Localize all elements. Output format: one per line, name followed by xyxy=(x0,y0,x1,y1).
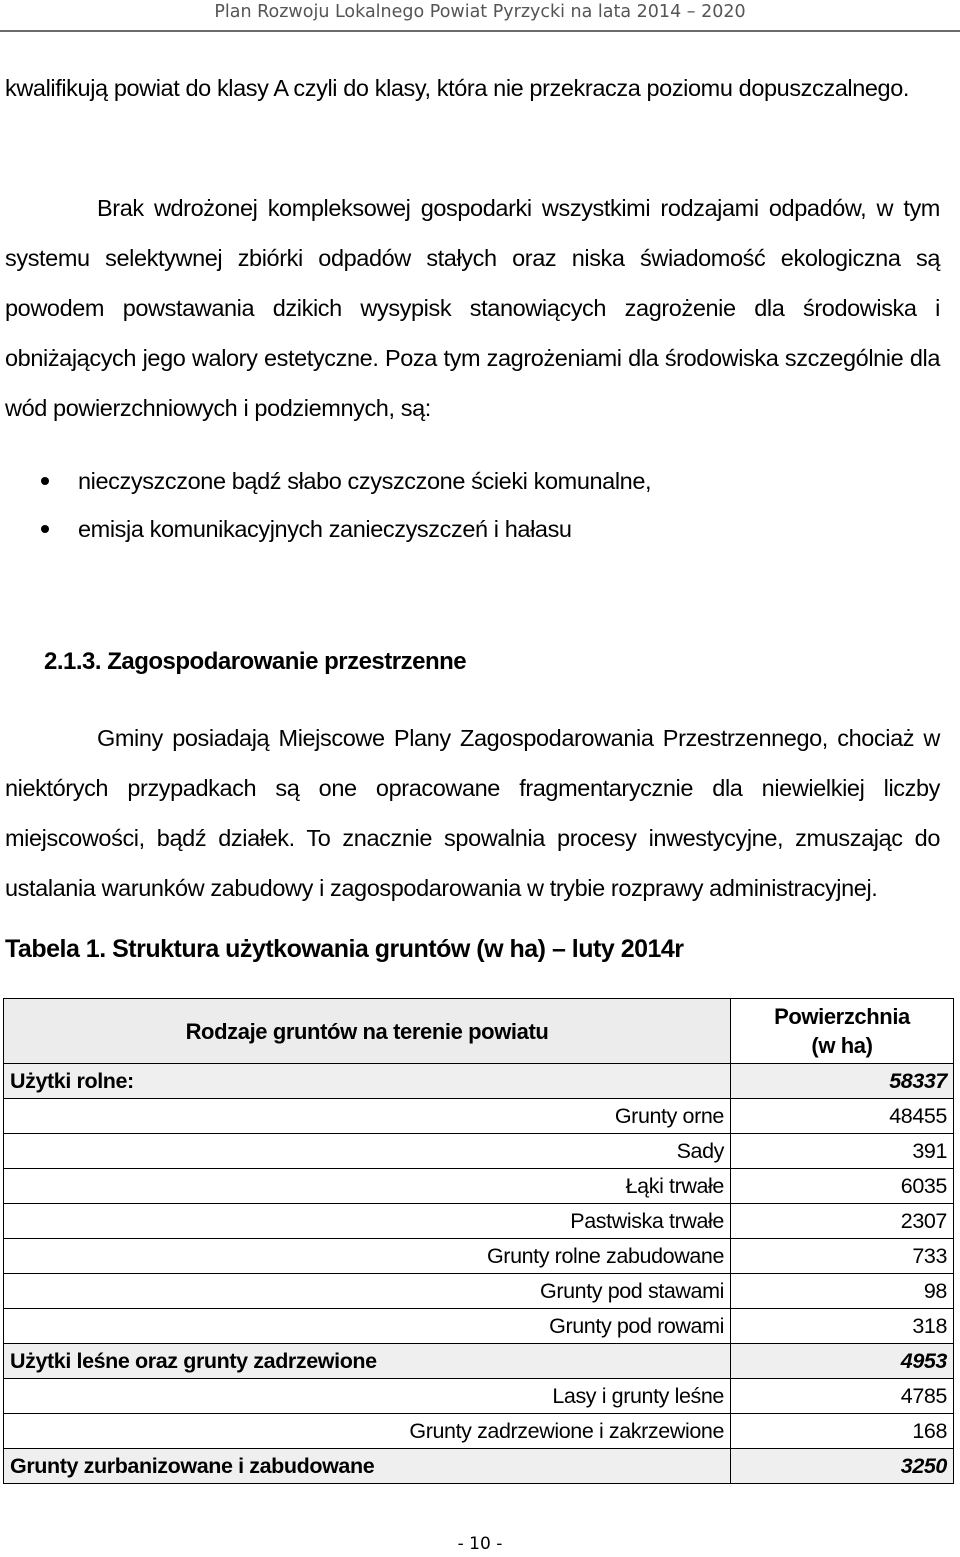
bullet-icon xyxy=(41,525,49,533)
table-row xyxy=(4,1064,954,1099)
row-name: Użytki leśne oraz grunty zadrzewione xyxy=(4,1344,731,1379)
paragraph-planning: Gminy posiadają Miejscowe Plany Zagospodarowania Przestrzennego, chociaż w niektórych przypadkach są one opracowane fragmentarycznie dla niewielkiej liczby miejscowości, bądź działek. To znacznie spowalnia procesy inwestycyjne, zmuszając do ustalania warunków zabudowy i zagospodarowania w trybie rozprawy administracyjnej. xyxy=(5,725,940,901)
table-row xyxy=(4,1274,954,1309)
row-value: 98 xyxy=(731,1274,954,1309)
row-value: 318 xyxy=(731,1309,954,1344)
paragraph-waste: Brak wdrożonej kompleksowej gospodarki wszystkimi rodzajami odpadów, w tym systemu selektywnej zbiórki odpadów stałych oraz niska świadomość ekologiczna są powodem powstawania dzikich wysypisk stanowiących zagrożenie dla środowiska i obniżających jego walory estetyczne. Poza tym zagrożeniami dla środowiska szczególnie dla wód powierzchniowych i podziemnych, są: xyxy=(5,195,940,421)
header-divider xyxy=(0,30,960,32)
list-item xyxy=(0,457,920,505)
row-name: Łąki trwałe xyxy=(4,1169,731,1204)
row-value: 391 xyxy=(731,1134,954,1169)
row-value: 4785 xyxy=(731,1379,954,1414)
table-title: Tabela 1. Struktura użytkowania gruntów (w ha) – luty 2014r xyxy=(5,935,684,963)
row-name: Grunty zadrzewione i zakrzewione xyxy=(4,1414,731,1449)
column-header-area xyxy=(731,999,954,1064)
list-item xyxy=(0,505,920,553)
land-use-table xyxy=(3,998,954,1484)
row-name: Grunty pod rowami xyxy=(4,1309,731,1344)
table-row xyxy=(4,1134,954,1169)
list-item-text: emisja komunikacyjnych zanieczyszczeń i hałasu xyxy=(78,516,572,542)
row-name: Grunty orne xyxy=(4,1099,731,1134)
table-row xyxy=(4,1379,954,1414)
row-name: Grunty zurbanizowane i zabudowane xyxy=(4,1449,731,1484)
row-value: 3250 xyxy=(731,1449,954,1484)
table-row xyxy=(4,1204,954,1239)
row-name: Lasy i grunty leśne xyxy=(4,1379,731,1414)
table-row xyxy=(4,1344,954,1379)
table-row xyxy=(4,1414,954,1449)
column-header-area-line2: (w ha) xyxy=(811,1033,873,1058)
table-row xyxy=(4,1169,954,1204)
table-header-row xyxy=(4,999,954,1064)
table-row xyxy=(4,1449,954,1484)
table-row xyxy=(4,1309,954,1344)
row-value: 2307 xyxy=(731,1204,954,1239)
row-value: 4953 xyxy=(731,1344,954,1379)
row-value: 6035 xyxy=(731,1169,954,1204)
row-name: Grunty pod stawami xyxy=(4,1274,731,1309)
row-name: Sady xyxy=(4,1134,731,1169)
table-row xyxy=(4,1099,954,1134)
row-value: 168 xyxy=(731,1414,954,1449)
row-name: Użytki rolne: xyxy=(4,1064,731,1099)
column-header-area-line1: Powierzchnia xyxy=(774,1004,910,1029)
section-heading: 2.1.3. Zagospodarowanie przestrzenne xyxy=(44,648,467,675)
threat-list xyxy=(0,457,920,553)
row-value: 58337 xyxy=(731,1064,954,1099)
row-value: 48455 xyxy=(731,1099,954,1134)
column-header-type: Rodzaje gruntów na terenie powiatu xyxy=(4,999,731,1064)
bullet-icon xyxy=(41,477,49,485)
row-value: 733 xyxy=(731,1239,954,1274)
row-name: Grunty rolne zabudowane xyxy=(4,1239,731,1274)
table-row xyxy=(4,1239,954,1274)
list-item-text: nieczyszczone bądź słabo czyszczone ścieki komunalne, xyxy=(78,468,652,494)
page-header: Plan Rozwoju Lokalnego Powiat Pyrzycki na lata 2014 – 2020 xyxy=(214,2,746,22)
row-name: Pastwiska trwałe xyxy=(4,1204,731,1239)
paragraph-intro: kwalifikują powiat do klasy A czyli do klasy, która nie przekracza poziomu dopuszczalnego. xyxy=(5,75,910,101)
page-number: - 10 - xyxy=(457,1534,503,1554)
